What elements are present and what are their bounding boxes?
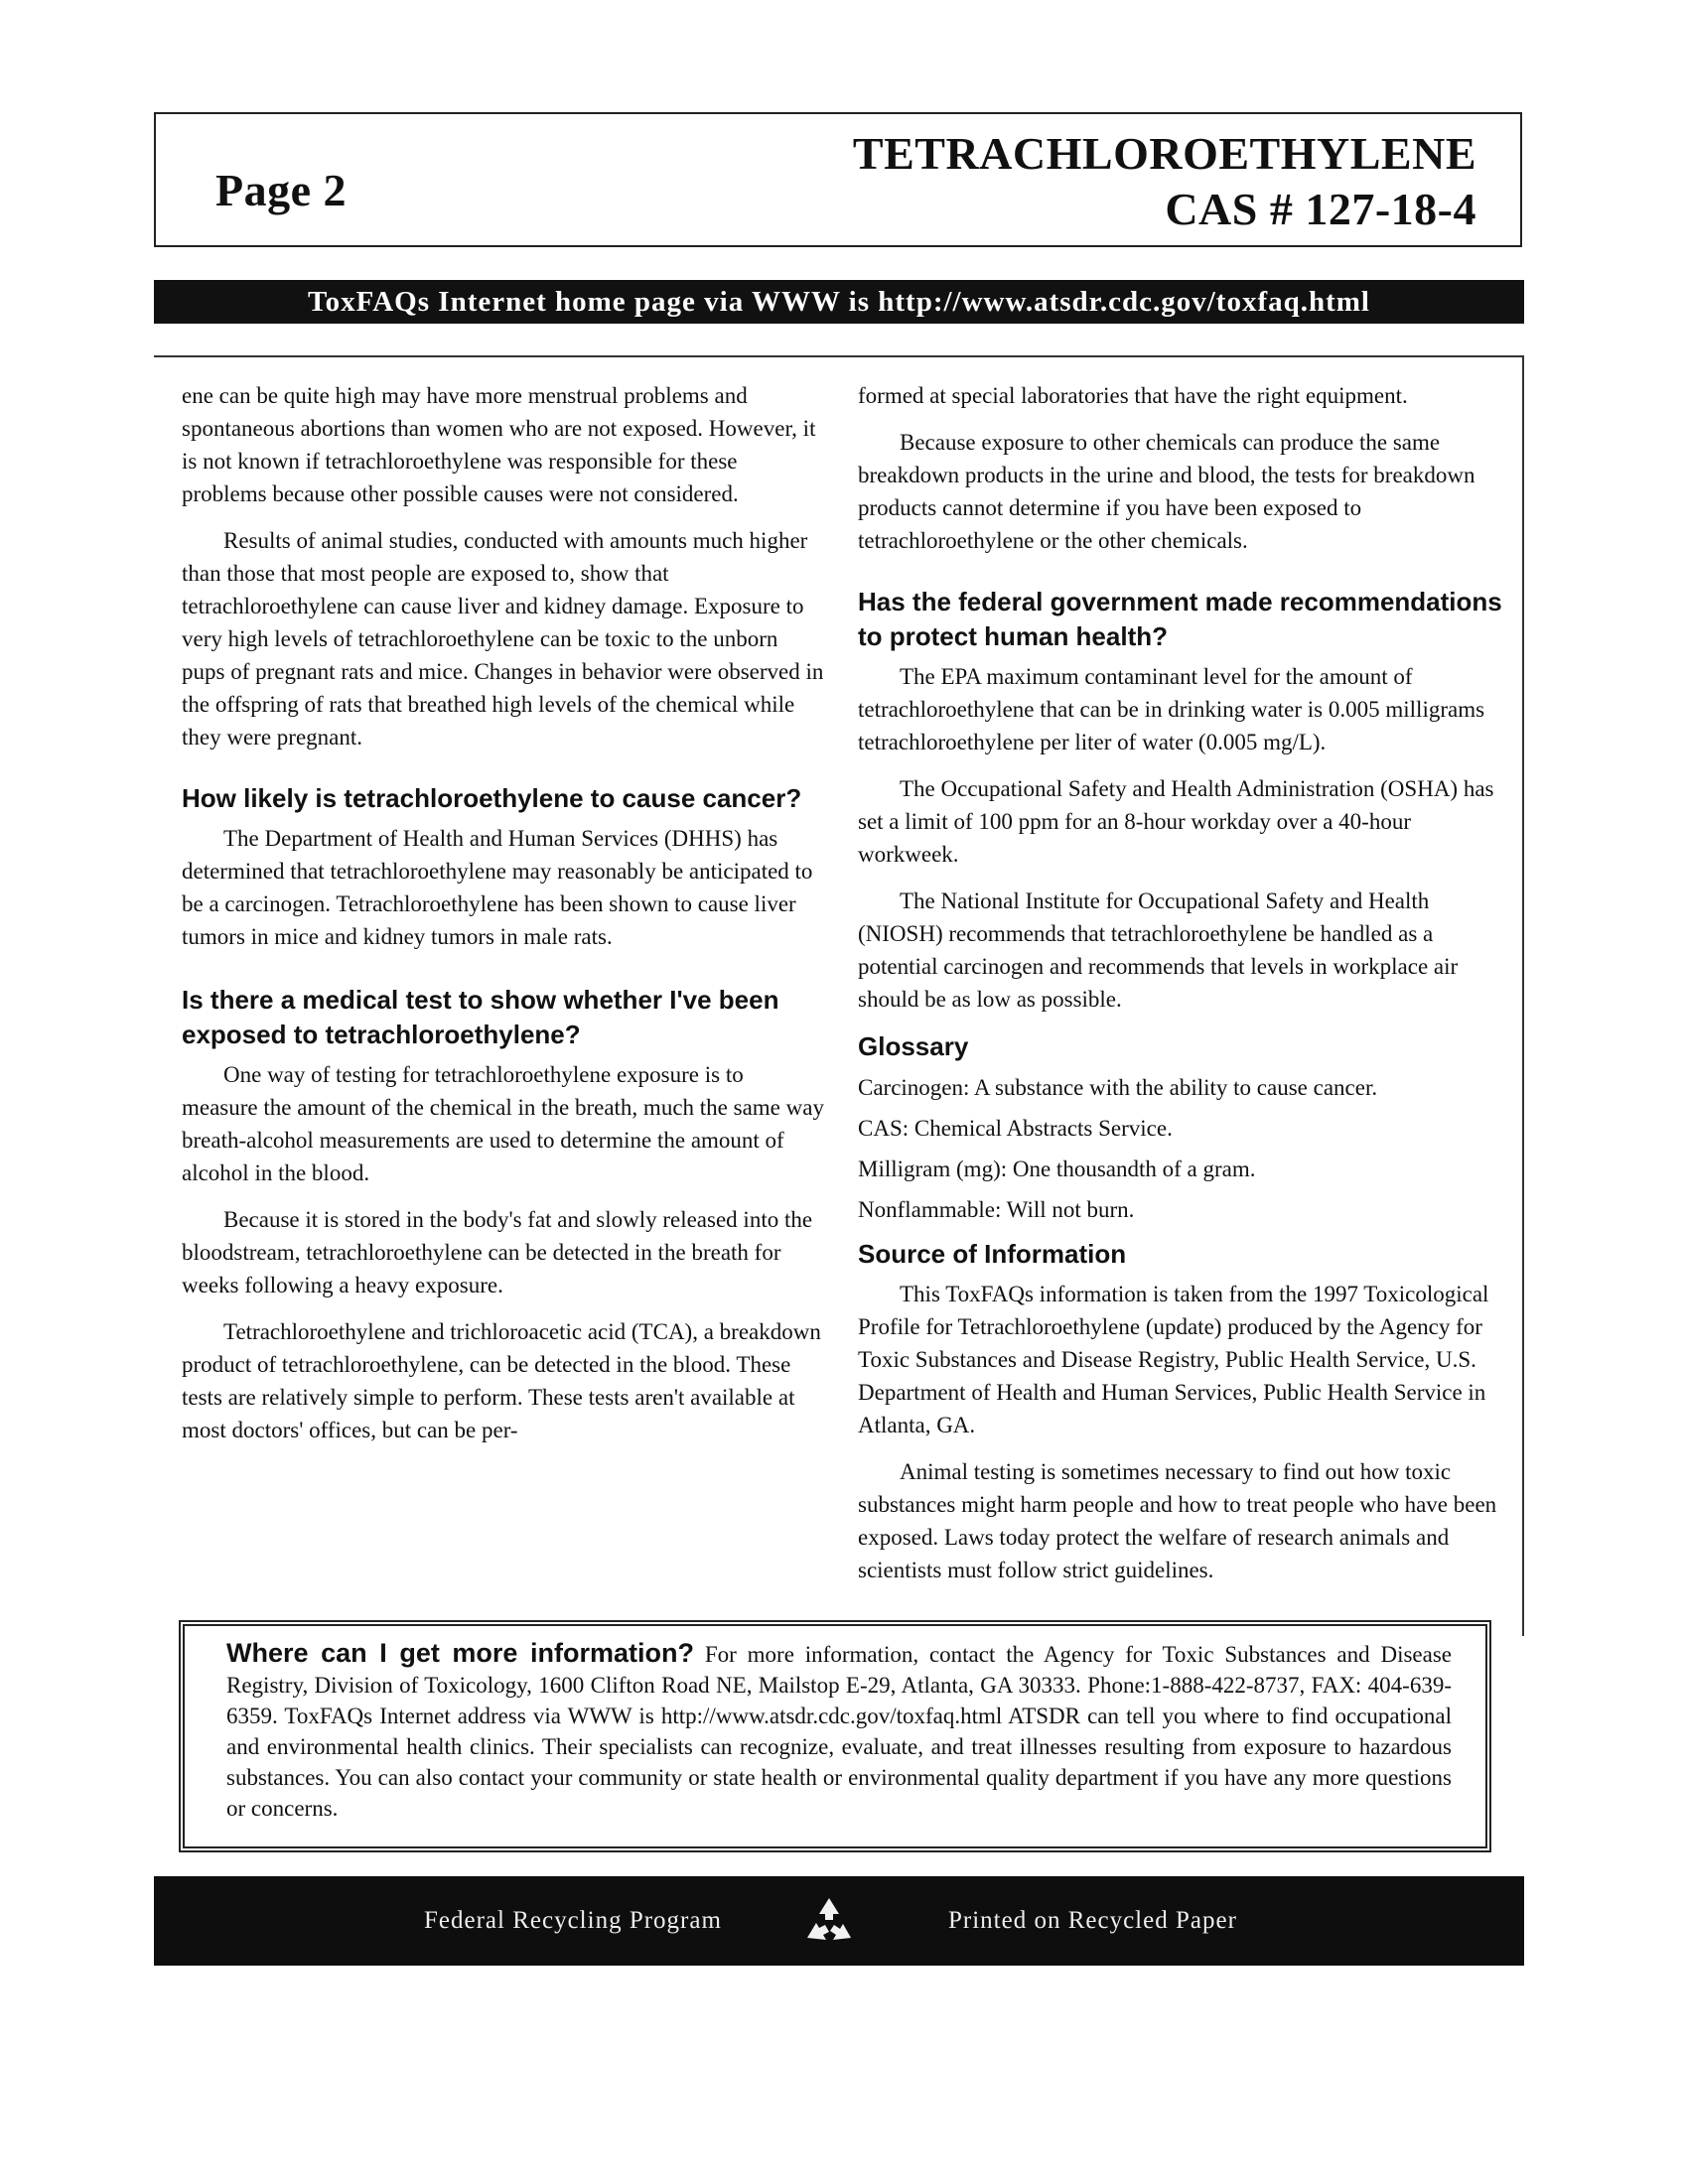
footer-recycled-paper: Printed on Recycled Paper	[948, 1907, 1237, 1934]
paragraph-animal-testing: Animal testing is sometimes necessary to find out how toxic substances might harm people and how to treat people who have been exposed. Laws today protect the welfare of research animals and scientists must follow strict guidelines.	[858, 1459, 1497, 1582]
heading-glossary: Glossary	[858, 1031, 969, 1061]
right-column	[858, 379, 1507, 1600]
paragraph-cancer: The Department of Health and Human Services (DHHS) has determined that tetrachloroethylene may reasonably be anticipated to be a carcinogen. Tetrachloroethylene has been shown to cause liver tumors in mice and kidney tumors in male rats.	[182, 826, 813, 949]
paragraph-animal-studies: Results of animal studies, conducted with amounts much higher than those that most people are exposed to, show that tetrachloroethylene can cause liver and kidney damage. Exposure to very high levels of tetrachloroethylene can be toxic to the unborn pups of pregnant rats and mice. Changes in behavior were observed in the offspring of rats that breathed high levels of the chemical while they were pregnant.	[182, 528, 824, 750]
heading-source: Source of Information	[858, 1239, 1127, 1269]
recycle-icon	[801, 1894, 857, 1950]
paragraph-osha: The Occupational Safety and Health Administration (OSHA) has set a limit of 100 ppm for an 8-hour workday over a 40-hour workweek.	[858, 776, 1494, 867]
paragraph-test-breath: One way of testing for tetrachloroethylene exposure is to measure the amount of the chemical in the breath, much the same way breath-alcohol measurements are used to determine the amount of alcohol in the blood.	[182, 1062, 824, 1185]
page-label: Page 2	[215, 165, 348, 215]
left-column	[182, 379, 825, 1460]
title-cas-number: CAS # 127-18-4	[1165, 184, 1476, 234]
paragraph-breakdown-products: Because exposure to other chemicals can produce the same breakdown products in the urine and blood, the tests for breakdown products cannot determine if you have been exposed to tetrachloroethylene or the other chemicals.	[858, 430, 1475, 553]
glossary-carcinogen: Carcinogen: A substance with the ability to cause cancer.	[858, 1075, 1378, 1100]
title-chemical-name: TETRACHLOROETHYLENE	[852, 128, 1476, 179]
footer-recycling-program: Federal Recycling Program	[424, 1907, 722, 1934]
more-information-box	[179, 1620, 1491, 1852]
paragraph-test-blood: Tetrachloroethylene and trichloroacetic acid (TCA), a breakdown product of tetrachloroethylene, can be detected in the blood. These tests are relatively simple to perform. These tests aren't available at most doctors' offices, but can be per-	[182, 1319, 821, 1442]
heading-federal-recommendations: Has the federal government made recommendations to protect human health?	[858, 587, 1502, 651]
info-box-heading: Where can I get more information?	[226, 1638, 695, 1668]
paragraph-source: This ToxFAQs information is taken from the 1997 Toxicological Profile for Tetrachloroethylene (update) produced by the Agency for Toxic Substances and Disease Registry, Public Health Service, U.S. Department of Health and Human Services, Public Health Service in Atlanta, GA.	[858, 1282, 1489, 1437]
document-title	[853, 126, 1476, 237]
paragraph-test-fat: Because it is stored in the body's fat and slowly released into the bloodstream, tetrachloroethylene can be detected in the breath for weeks following a heavy exposure.	[182, 1207, 813, 1297]
glossary-milligram: Milligram (mg): One thousandth of a gram.	[858, 1157, 1256, 1181]
toxfaqs-banner: ToxFAQs Internet home page via WWW is http://www.atsdr.cdc.gov/toxfaq.html	[154, 280, 1524, 324]
info-box-body: For more information, contact the Agency for Toxic Substances and Disease Registry, Division of Toxicology, 1600 Clifton Road NE, Mailstop E-29, Atlanta, GA 30333. Phone:1-888-422-8737, FAX: 404-639-6359. ToxFAQs Internet address via WWW is http://www.atsdr.cdc.gov/toxfaq.html ATSDR can tell you where to find occupational and environmental health clinics. Their specialists can recognize, evaluate, and treat illnesses resulting from exposure to hazardous substances. You can also contact your community or state health or environmental quality department if you have any more questions or concerns.	[226, 1642, 1452, 1821]
paragraph-menstrual: ene can be quite high may have more menstrual problems and spontaneous abortions than women who are not exposed. However, it is not known if tetrachloroethylene was responsible for these problems because other possible causes were not considered.	[182, 383, 816, 506]
paragraph-laboratories: formed at special laboratories that have the right equipment.	[858, 383, 1408, 408]
heading-medical-test: Is there a medical test to show whether I've been exposed to tetrachloroethylene?	[182, 985, 779, 1049]
glossary-cas: CAS: Chemical Abstracts Service.	[858, 1116, 1173, 1141]
glossary-nonflammable: Nonflammable: Will not burn.	[858, 1197, 1135, 1222]
paragraph-niosh: The National Institute for Occupational Safety and Health (NIOSH) recommends that tetrachloroethylene be handled as a potential carcinogen and recommends that levels in workplace air should be as low as possible.	[858, 888, 1459, 1012]
paragraph-epa: The EPA maximum contaminant level for the amount of tetrachloroethylene that can be in drinking water is 0.005 milligrams tetrachloroethylene per liter of water (0.005 mg/L).	[858, 664, 1485, 754]
heading-cancer: How likely is tetrachloroethylene to cause cancer?	[182, 783, 802, 813]
header-box	[154, 112, 1522, 247]
footer-bar	[154, 1876, 1524, 1966]
